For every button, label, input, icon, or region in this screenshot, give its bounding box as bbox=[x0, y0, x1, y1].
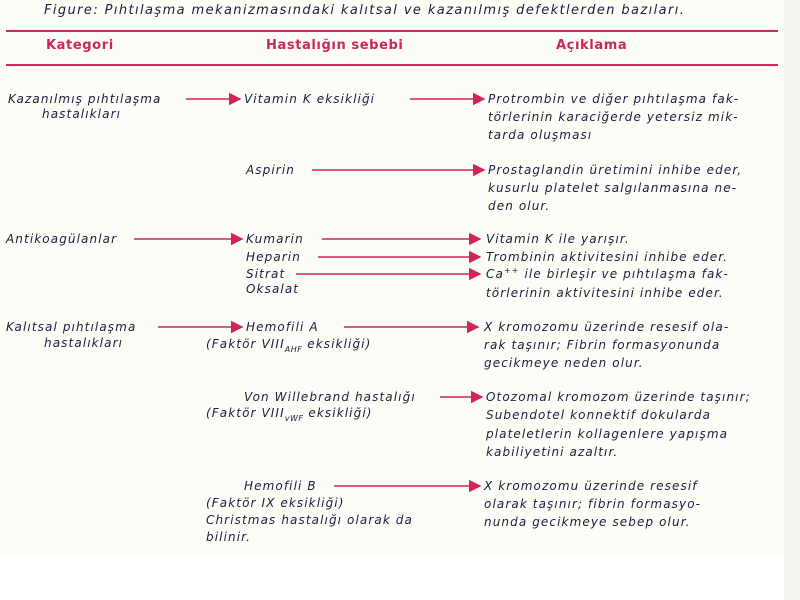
cause-oksalat: Oksalat bbox=[246, 282, 300, 296]
cause-hemofili-a-factor-sub: AHF bbox=[284, 345, 303, 354]
explanation-sitrat-line1 bbox=[486, 267, 729, 283]
cause-von-willebrand: Von Willebrand hastalığı bbox=[244, 390, 416, 404]
cause-hemofili-a-factor-post: eksikliği) bbox=[302, 337, 372, 351]
explanation-hemofili-b-line3: nunda gecikmeye sebep olur. bbox=[484, 515, 691, 529]
cause-von-willebrand-factor-sub: vWF bbox=[284, 414, 304, 423]
cause-hemofili-a-factor bbox=[206, 337, 371, 353]
explanation-vitamin-k-line1: Protrombin ve diğer pıhtılaşma fak- bbox=[488, 92, 740, 106]
header-explanation: Açıklama bbox=[556, 38, 628, 53]
explanation-sitrat-pre: Ca bbox=[486, 267, 504, 281]
explanation-sitrat-sup: ++ bbox=[503, 266, 520, 275]
cause-hemofili-b-line3: bilinir. bbox=[206, 530, 252, 544]
explanation-hemofili-a-line3: gecikmeye neden olur. bbox=[484, 356, 644, 370]
explanation-kumarin: Vitamin K ile yarışır. bbox=[486, 232, 630, 246]
explanation-aspirin-line1: Prostaglandin üretimini inhibe eder, bbox=[488, 163, 743, 177]
explanation-heparin: Trombinin aktivitesini inhibe eder. bbox=[486, 250, 729, 264]
cause-hemofili-b-line1: (Faktör IX eksikliği) bbox=[206, 496, 345, 510]
explanation-von-willebrand-line3: plateletlerin kollagenlere yapışma bbox=[486, 427, 729, 441]
category-acquired-line1: Kazanılmış pıhtılaşma bbox=[8, 92, 162, 106]
explanation-hemofili-a-line1: X kromozomu üzerinde resesif ola- bbox=[484, 320, 730, 334]
category-hereditary-line1: Kalıtsal pıhtılaşma bbox=[6, 320, 137, 334]
explanation-sitrat-line2: törlerinin aktivitesini inhibe eder. bbox=[486, 286, 724, 300]
explanation-sitrat-post: ile birleşir ve pıhtılaşma fak- bbox=[519, 267, 729, 281]
paper-edge bbox=[784, 0, 800, 600]
explanation-vitamin-k-line2: törlerinin karaciğerde yetersiz mik- bbox=[488, 110, 739, 124]
cause-hemofili-a-factor-pre: (Faktör VIII bbox=[206, 337, 285, 351]
explanation-hemofili-b-line1: X kromozomu üzerinde resesif bbox=[484, 479, 698, 493]
cause-aspirin: Aspirin bbox=[246, 163, 295, 177]
header-category: Kategori bbox=[46, 38, 114, 53]
cause-hemofili-b-line2: Christmas hastalığı olarak da bbox=[206, 513, 413, 527]
category-anticoagulants: Antikoagülanlar bbox=[6, 232, 118, 246]
cause-von-willebrand-factor-pre: (Faktör VIII bbox=[206, 406, 285, 420]
cause-heparin: Heparin bbox=[246, 250, 301, 264]
explanation-hemofili-b-line2: olarak taşınır; fibrin formasyo- bbox=[484, 497, 702, 511]
header-cause: Hastalığın sebebi bbox=[266, 38, 404, 53]
cause-von-willebrand-factor-post: eksikliği) bbox=[303, 406, 373, 420]
explanation-von-willebrand-line1: Otozomal kromozom üzerinde taşınır; bbox=[486, 390, 751, 404]
explanation-aspirin-line3: den olur. bbox=[488, 199, 551, 213]
explanation-von-willebrand-line4: kabiliyetini azaltır. bbox=[486, 445, 619, 459]
cause-von-willebrand-factor bbox=[206, 406, 373, 422]
explanation-von-willebrand-line2: Subendotel konnektif dokularda bbox=[486, 408, 712, 422]
figure-title: Figure: Pıhtılaşma mekanizmasındaki kalıtsal ve kazanılmış defektlerden bazıları. bbox=[44, 3, 686, 18]
cause-vitamin-k: Vitamin K eksikliği bbox=[244, 92, 376, 106]
explanation-aspirin-line2: kusurlu platelet salgılanmasına ne- bbox=[488, 181, 738, 195]
cause-hemofili-a: Hemofili A bbox=[246, 320, 319, 334]
category-hereditary-line2: hastalıkları bbox=[44, 336, 124, 350]
explanation-hemofili-a-line2: rak taşınır; Fibrin formasyonunda bbox=[484, 338, 721, 352]
cause-kumarin: Kumarin bbox=[246, 232, 304, 246]
explanation-vitamin-k-line3: tarda oluşması bbox=[488, 128, 593, 142]
cause-hemofili-b: Hemofili B bbox=[244, 479, 317, 493]
category-acquired-line2: hastalıkları bbox=[42, 107, 122, 121]
cause-sitrat: Sitrat bbox=[246, 267, 286, 281]
